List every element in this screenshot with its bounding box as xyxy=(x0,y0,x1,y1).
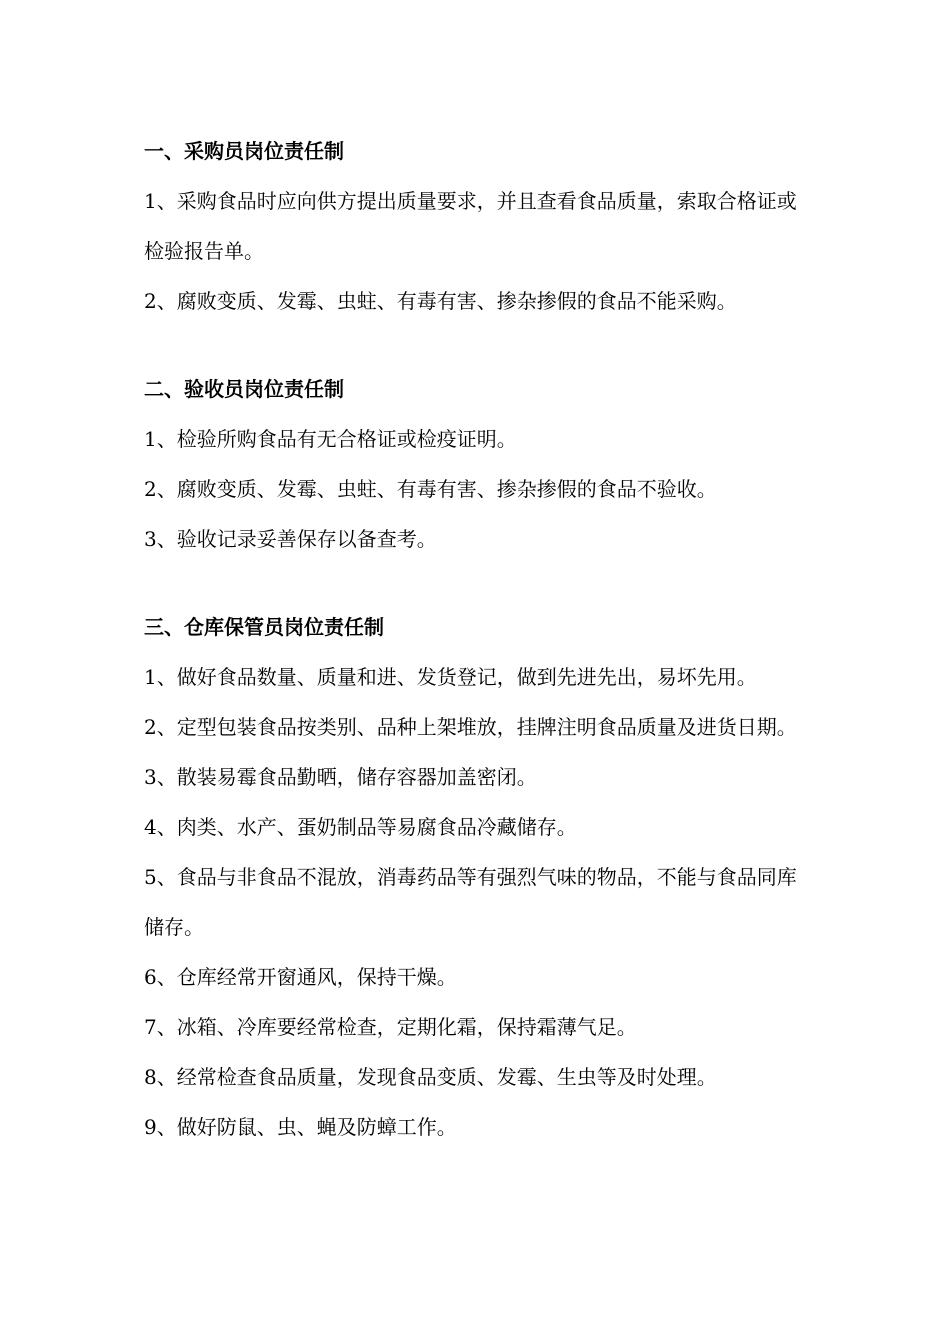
list-item: 1、检验所购食品有无合格证或检疫证明。 xyxy=(144,427,517,451)
list-item: 1、做好食品数量、质量和进、发货登记，做到先进先出，易坏先用。 xyxy=(144,665,757,689)
section-warehouse-keeper xyxy=(144,602,844,1152)
list-item: 8、经常检查食品质量，发现食品变质、发霉、生虫等及时处理。 xyxy=(144,1065,717,1089)
section-purchaser xyxy=(144,126,844,326)
section-heading: 三、仓库保管员岗位责任制 xyxy=(144,615,384,639)
section-heading: 一、采购员岗位责任制 xyxy=(144,139,344,163)
list-item: 9、做好防鼠、虫、蝇及防蟑工作。 xyxy=(144,1115,457,1139)
list-item: 6、仓库经常开窗通风，保持干燥。 xyxy=(144,965,457,989)
list-item: 7、冰箱、冷库要经常检查，定期化霜，保持霜薄气足。 xyxy=(144,1015,637,1039)
section-heading: 二、验收员岗位责任制 xyxy=(144,377,344,401)
document-body xyxy=(144,126,844,1152)
section-inspector xyxy=(144,364,844,564)
list-item: 4、肉类、水产、蛋奶制品等易腐食品冷藏储存。 xyxy=(144,815,577,839)
list-item: 5、食品与非食品不混放，消毒药品等有强烈气味的物品，不能与食品同库储存。 xyxy=(144,865,797,939)
list-item: 3、验收记录妥善保存以备查考。 xyxy=(144,527,437,551)
list-item: 2、腐败变质、发霉、虫蛀、有毒有害、掺杂掺假的食品不验收。 xyxy=(144,477,717,501)
list-item: 2、腐败变质、发霉、虫蛀、有毒有害、掺杂掺假的食品不能采购。 xyxy=(144,289,737,313)
list-item: 1、采购食品时应向供方提出质量要求，并且查看食品质量，索取合格证或检验报告单。 xyxy=(144,189,797,263)
list-item: 3、散装易霉食品勤晒，储存容器加盖密闭。 xyxy=(144,765,537,789)
list-item: 2、定型包装食品按类别、品种上架堆放，挂牌注明食品质量及进货日期。 xyxy=(144,715,797,739)
